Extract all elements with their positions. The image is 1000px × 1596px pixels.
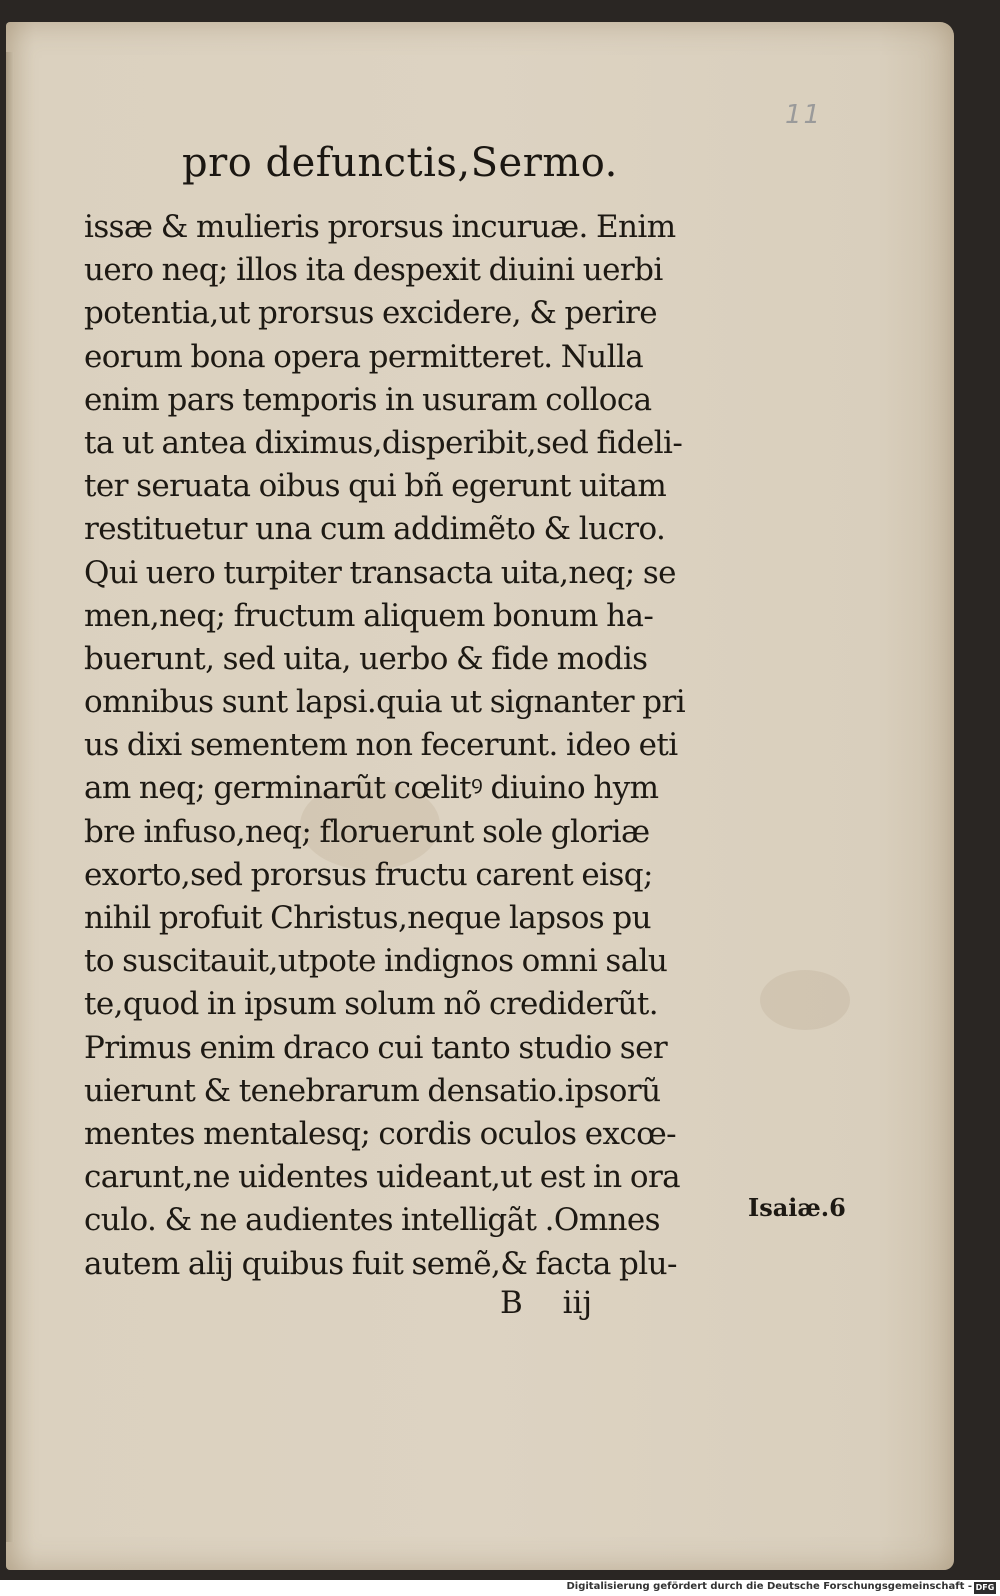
signature-mark: B iij	[500, 1285, 593, 1321]
text-line: mentes mentalesq; cordis oculos excœ-	[84, 1115, 677, 1152]
marginal-note: Isaiæ.6	[748, 1193, 846, 1222]
text-line: us dixi sementem non fecerunt. ideo eti	[84, 727, 678, 764]
text-line: omnibus sunt lapsi.quia ut signanter pri	[84, 684, 686, 721]
text-line: bre infuso,neq; floruerunt sole gloriæ	[84, 813, 650, 850]
folio-number: 11	[785, 100, 823, 130]
paper-stain	[760, 970, 850, 1030]
text-line: ter seruata oibus qui bñ egerunt uitam	[84, 468, 667, 505]
text-line: men,neq; fructum aliquem bonum ha-	[84, 597, 654, 634]
running-head: pro defunctis,Sermo.	[182, 140, 618, 186]
body-text	[84, 206, 734, 1286]
text-line: Qui uero turpiter transacta uita,neq; se	[84, 554, 676, 591]
text-line: culo. & ne audientes intelligãt .Omnes	[84, 1202, 660, 1239]
text-line: potentia,ut prorsus excidere, & perire	[84, 295, 657, 332]
text-line: am neq; germinarũt cœlitꝰ diuino hym	[84, 770, 659, 807]
text-line: ta ut antea diximus,disperibit,sed fideli-	[84, 424, 683, 461]
text-line: restituetur una cum addimẽto & lucro.	[84, 511, 666, 548]
page-edge	[6, 52, 14, 1542]
text-line: autem alij quibus fuit semẽ,& facta plu-	[84, 1245, 677, 1282]
text-line: carunt,ne uidentes uideant,ut est in ora	[84, 1159, 681, 1196]
text-line: te,quod in ipsum solum nõ crediderũt.	[84, 986, 659, 1023]
text-line: exorto,sed prorsus fructu carent eisq;	[84, 856, 653, 893]
text-line: enim pars temporis in usuram colloca	[84, 381, 652, 418]
text-line: uero neq; illos ita despexit diuini uerbi	[84, 252, 663, 289]
text-line: nihil profuit Christus,neque lapsos pu	[84, 900, 651, 936]
text-line: issæ & mulieris prorsus incuruæ. Enim	[84, 209, 676, 245]
dfg-logo: DFG	[975, 1583, 995, 1592]
text-line: uierunt & tenebrarum densatio.ipsorũ	[84, 1072, 661, 1109]
text-line: buerunt, sed uita, uerbo & fide modis	[84, 640, 648, 677]
text-line: to suscitauit,utpote indignos omni salu	[84, 943, 668, 980]
footer-credit: Digitalisierung gefördert durch die Deutsche Forschungsgemeinschaft -	[566, 1581, 972, 1592]
text-line: Primus enim draco cui tanto studio ser	[84, 1029, 668, 1066]
text-line: eorum bona opera permitteret. Nulla	[84, 338, 644, 375]
